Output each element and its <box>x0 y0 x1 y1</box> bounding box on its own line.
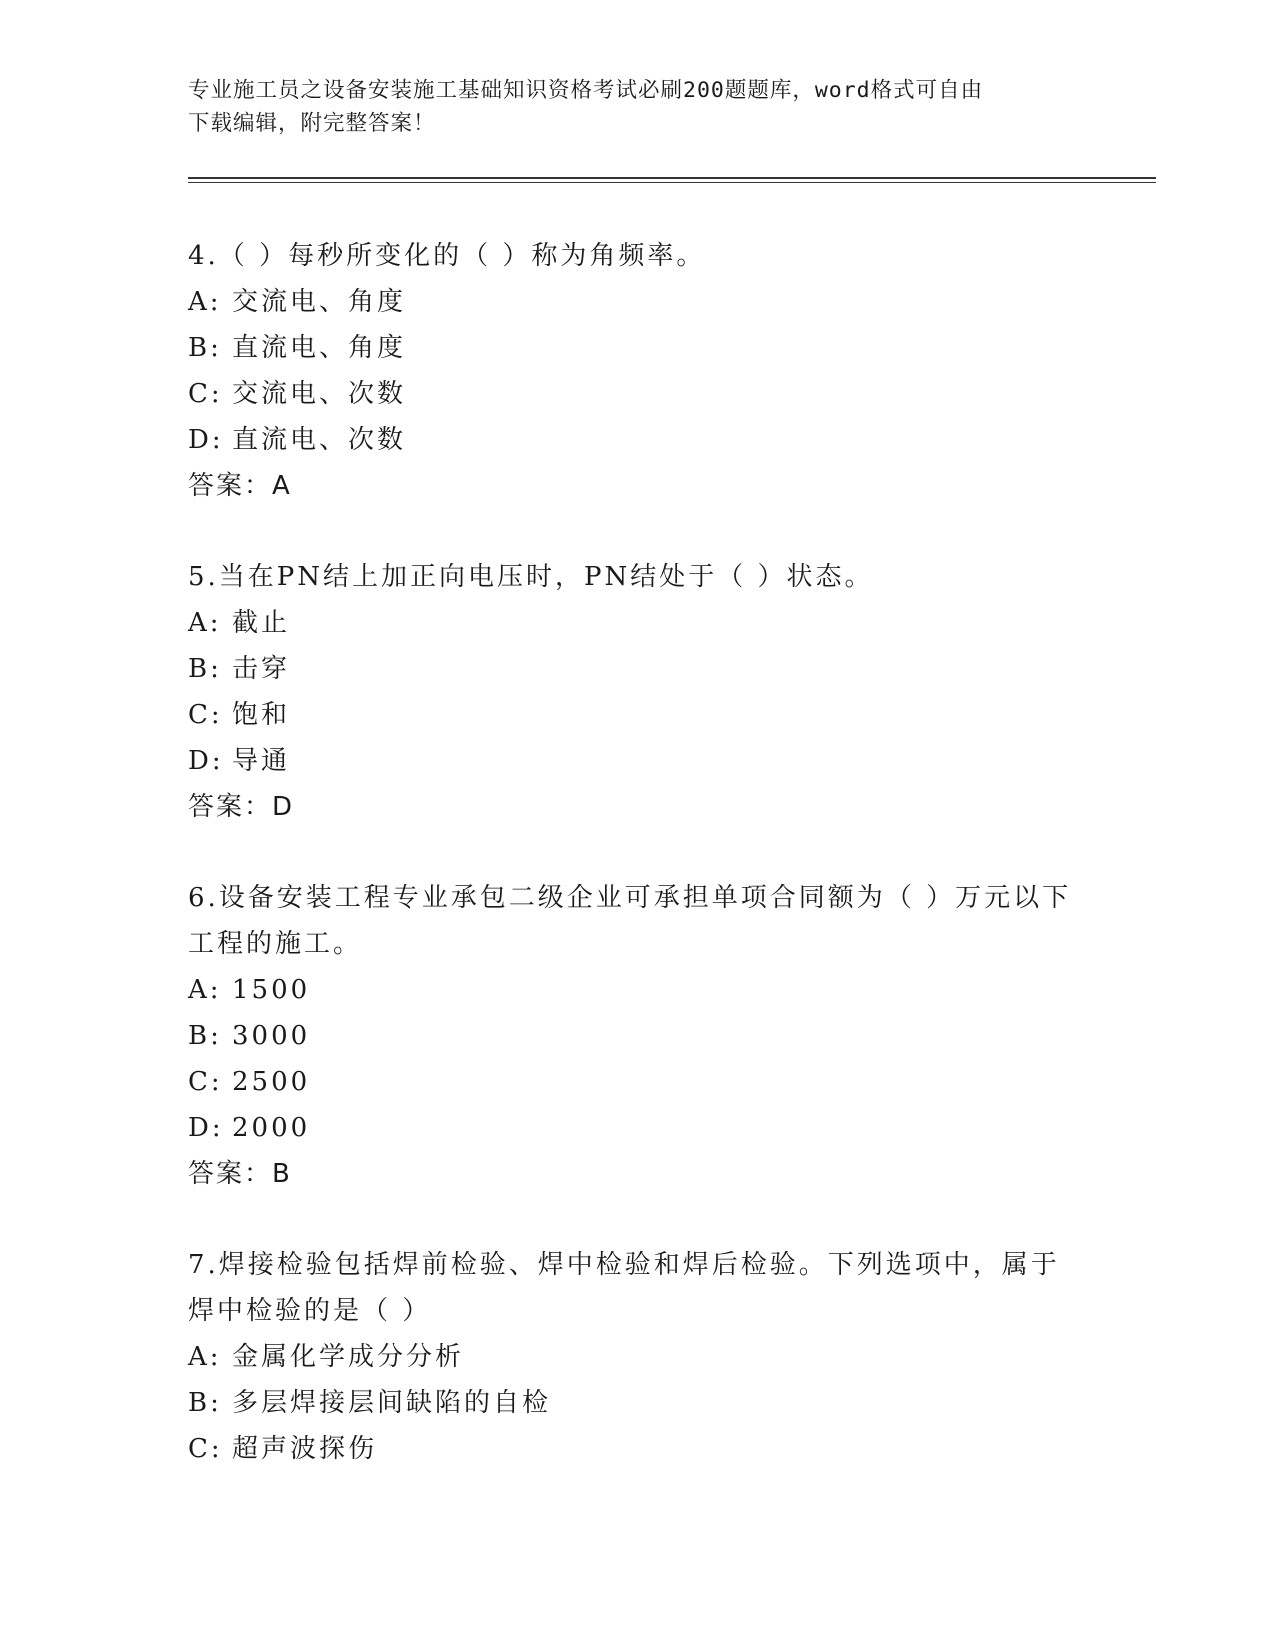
option-letter: A: <box>188 975 222 1005</box>
answer-line: 答案：D <box>188 792 295 822</box>
option-d <box>188 417 1088 463</box>
option-letter: B: <box>188 654 222 684</box>
option-letter: A: <box>188 1342 222 1372</box>
header-line-2: 下载编辑，附完整答案！ <box>188 111 436 136</box>
option-text: 3000 <box>232 1021 311 1051</box>
option-text: 金属化学成分分析 <box>232 1342 465 1372</box>
option-letter: C: <box>188 1067 223 1097</box>
header-divider-thick <box>188 177 1156 179</box>
option-letter: D: <box>188 1113 224 1143</box>
option-text: 2500 <box>232 1067 311 1097</box>
header-line-1: 专业施工员之设备安装施工基础知识资格考试必刷200题题库，word格式可自由 <box>188 78 984 103</box>
question-stem: 7.焊接检验包括焊前检验、焊中检验和焊后检验。下列选项中，属于焊中检验的是（ ） <box>188 1250 1060 1326</box>
option-text: 截止 <box>232 608 291 638</box>
option-d <box>188 738 1088 784</box>
option-text: 饱和 <box>232 700 291 730</box>
option-letter: B: <box>188 1021 222 1051</box>
answer-line: 答案：B <box>188 1159 292 1189</box>
question-5 <box>188 554 1088 830</box>
option-text: 1500 <box>232 975 311 1005</box>
option-b <box>188 646 1088 692</box>
header-divider-thin <box>188 182 1156 183</box>
question-list <box>188 233 1088 1517</box>
option-letter: B: <box>188 1388 222 1418</box>
option-b <box>188 1380 1088 1426</box>
option-letter: A: <box>188 608 222 638</box>
option-a <box>188 967 1088 1013</box>
option-letter: D: <box>188 425 224 455</box>
option-c <box>188 371 1088 417</box>
option-a <box>188 600 1088 646</box>
option-a <box>188 279 1088 325</box>
option-text: 导通 <box>232 746 291 776</box>
option-c <box>188 692 1088 738</box>
question-stem: 6.设备安装工程专业承包二级企业可承担单项合同额为（ ）万元以下工程的施工。 <box>188 883 1072 959</box>
option-a <box>188 1334 1088 1380</box>
option-b <box>188 1013 1088 1059</box>
option-c <box>188 1426 1088 1472</box>
option-text: 直流电、次数 <box>232 425 407 455</box>
question-7 <box>188 1242 1088 1472</box>
answer-line: 答案：A <box>188 471 292 501</box>
option-letter: C: <box>188 700 223 730</box>
option-c <box>188 1059 1088 1105</box>
question-stem: 4.（ ）每秒所变化的（ ）称为角频率。 <box>188 241 706 271</box>
option-letter: B: <box>188 333 222 363</box>
question-4 <box>188 233 1088 509</box>
option-d <box>188 1105 1088 1151</box>
option-letter: C: <box>188 379 223 409</box>
option-text: 击穿 <box>232 654 291 684</box>
option-text: 2000 <box>232 1113 311 1143</box>
option-text: 直流电、角度 <box>232 333 407 363</box>
option-text: 超声波探伤 <box>232 1434 378 1464</box>
question-stem: 5.当在PN结上加正向电压时，PN结处于（ ）状态。 <box>188 562 874 592</box>
option-text: 交流电、角度 <box>232 287 407 317</box>
document-header <box>188 74 1068 140</box>
question-6 <box>188 875 1088 1197</box>
option-text: 交流电、次数 <box>232 379 407 409</box>
option-text: 多层焊接层间缺陷的自检 <box>232 1388 552 1418</box>
option-b <box>188 325 1088 371</box>
option-letter: D: <box>188 746 224 776</box>
option-letter: C: <box>188 1434 223 1464</box>
option-letter: A: <box>188 287 222 317</box>
